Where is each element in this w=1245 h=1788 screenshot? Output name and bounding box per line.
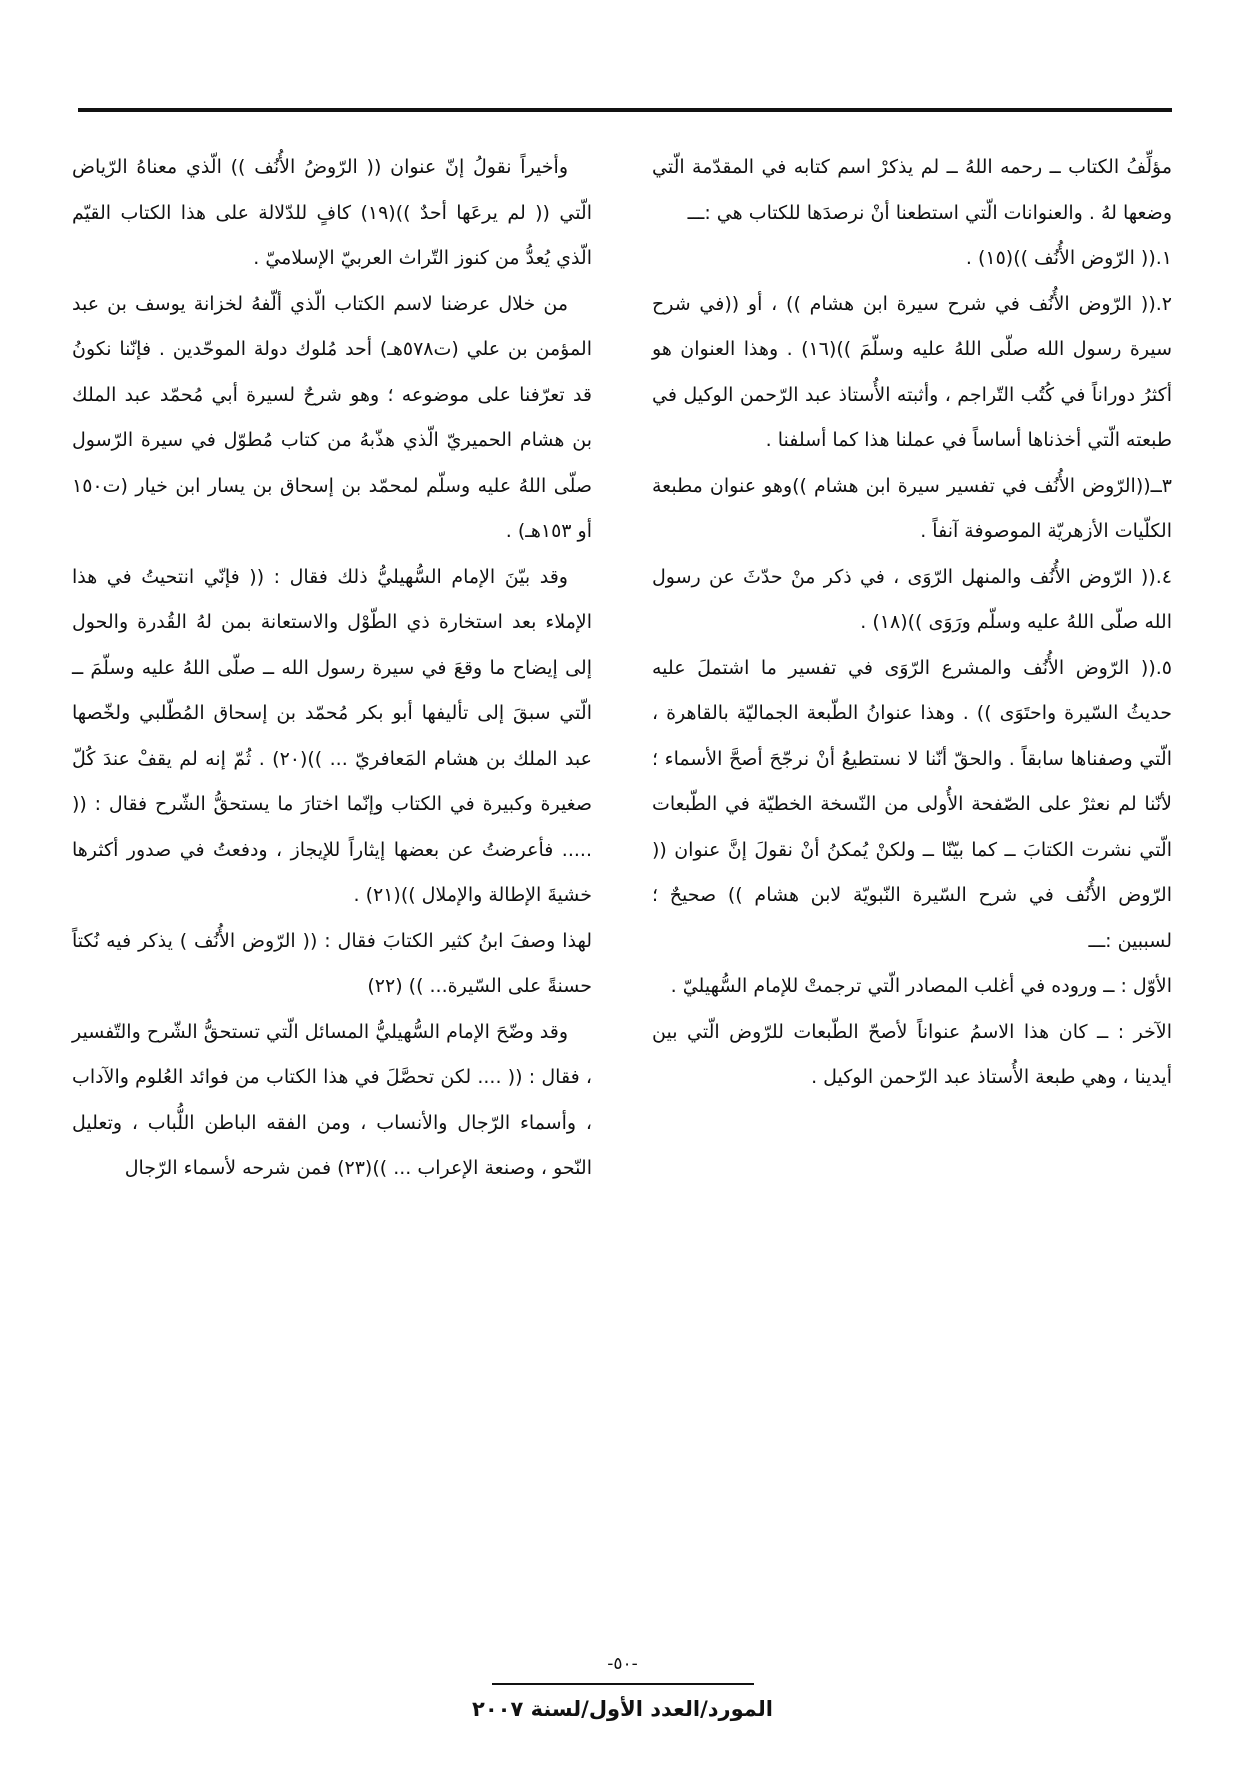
text-columns [72,145,1172,1625]
paragraph: وقد بيّنَ الإمام السُّهيليُّ ذلك فقال : (( فإنّي انتحيتُ في هذا الإملاء بعد استخارة ذي الطّوْل والاستعانة بمن لهُ القُدرة والحول إلى إيضاح ما وقعَ في سيرة رسول الله ــ صلّى اللهُ عليه وسلّمَ ــ الّتي سبقَ إلى تأليفها أبو بكر مُحمّد بن إسحاق المُطّلبي ولخّصها عبد الملك بن هشام المَعافريّ ... ))(٢٠) . ثُمّ إنه لم يقفْ عندَ كُلّ صغيرة وكبيرة في الكتاب وإنّما اختارَ ما يستحقُّ الشّرح فقال : (( ..... فأعرضتُ عن بعضها إيثاراً للإيجاز ، ودفعتُ في صدور أكثرها خشيةَ الإطالة والإملال ))(٢١) . [72,565,592,906]
paragraph: من خلال عرضنا لاسم الكتاب الّذي ألّفهُ لخزانة يوسف بن عبد المؤمن بن علي (ت٥٧٨هـ) أحد مُلوك دولة الموحّدين . فإنّنا نكونُ قد تعرّفنا على موضوعه ؛ وهو شرحٌ لسيرة أبي مُحمّد عبد الملك بن هشام الحميريّ الّذي هذّبهُ من كتاب مُطوّل في سيرة الرّسول صلّى اللهُ عليه وسلّم لمحمّد بن إسحاق بن يسار ابن خيار (ت١٥٠ أو ١٥٣هـ) . [72,292,592,542]
paragraph: الأوّل : ــ وروده في أغلب المصادر الّتي ترجمتْ للإمام السُّهيليّ . [670,975,1172,997]
paragraph: ١.(( الرّوض الأُنُف ))(١٥) . [965,247,1172,269]
journal-footer: المورد/العدد الأول/لسنة ٢٠٠٧ [472,1697,773,1721]
paragraph: مؤلِّفُ الكتاب ــ رحمه اللهُ ــ لم يذكرْ اسم كتابه في المقدّمة الّتي وضعها لهُ . والعنوانات الّتي استطعنا أنْ نرصدَها للكتاب هي :ـــ [652,156,1172,224]
paragraph: ٣ــ((الرّوض الأُنُف في تفسير سيرة ابن هشام ))وهو عنوان مطبعة الكلّيات الأزهريّة الموصوفة آنفاً . [652,474,1172,542]
paragraph: وقد وضّحَ الإمام السُّهيليُّ المسائل الّتي تستحقُّ الشّرح والتّفسير ، فقال : (( .... لكن تحصَّلَ في هذا الكتاب من فوائد العُلوم والآداب ، وأسماء الرّجال والأنساب ، ومن الفقه الباطن اللُّباب ، وتعليل النّحو ، وصنعة الإعراب ... ))(٢٣) فمن شرحه لأسماء الرّجال [72,1020,592,1179]
header-rule [78,108,1172,112]
paragraph: ٥.(( الرّوض الأُنُف والمشرع الرّوَى في تفسير ما اشتملَ عليه حديثُ السّيرة واحتَوَى )) . وهذا عنوانُ الطّبعة الجماليّة بالقاهرة ، الّتي وصفناها سابقاً . والحقّ أنّنا لا نستطيعُ أنْ نرجّحَ أصحَّ الأسماء ؛ لأنّنا لم نعثرْ على الصّفحة الأُولى من النّسخة الخطيّة في الطّبعات الّتي نشرت الكتابَ ــ كما بيّنّا ــ ولكنْ يُمكنُ أنْ نقولَ إنَّ عنوان (( الرّوض الأُنُف في شرح السّيرة النّبويّة لابن هشام )) صحيحٌ ؛ لسببين :ـــ [652,656,1172,952]
left-column [72,145,592,1625]
paragraph: لهذا وصفَ ابنُ كثير الكتابَ فقال : (( الرّوض الأُنُف ) يذكر فيه نُكتاً حسنةً على السّيرة... )) (٢٢) [72,929,592,997]
paragraph: وأخيراً نقولُ إنّ عنوان (( الرّوضُ الأُنُف )) الّذي معناهُ الرّياض الّتي (( لم يرعَها أحدٌ ))(١٩) كافٍ للدّلالة على هذا الكتاب القيّم الّذي يُعدُّ من كنوز التّراث العربيّ الإسلاميّ . [72,156,592,269]
paragraph: ٤.(( الرّوض الأُنُف والمنهل الرّوَى ، في ذكر منْ حدّثَ عن رسول الله صلّى اللهُ عليه وسلّم ورَوَى ))(١٨) . [652,565,1172,633]
paragraph: ٢.(( الرّوض الأُنُف في شرح سيرة ابن هشام )) ، أو ((في شرح سيرة رسول الله صلّى اللهُ عليه وسلّمَ ))(١٦) . وهذا العنوان هو أكثرُ دوراناً في كُتُب التّراجم ، وأثبته الأُستاذ عبد الرّحمن الوكيل في طبعته الّتي أخذناها أساساً في عملنا هذا كما أسلفنا . [652,292,1172,451]
page-number: -٥٠- [607,1654,638,1674]
paragraph: الآخر : ــ كان هذا الاسمُ عنواناً لأصحّ الطّبعات للرّوض الّتي بين أيدينا ، وهي طبعة الأُستاذ عبد الرّحمن الوكيل . [652,1020,1172,1088]
right-column [652,145,1172,1625]
footer-rule [492,1683,754,1685]
